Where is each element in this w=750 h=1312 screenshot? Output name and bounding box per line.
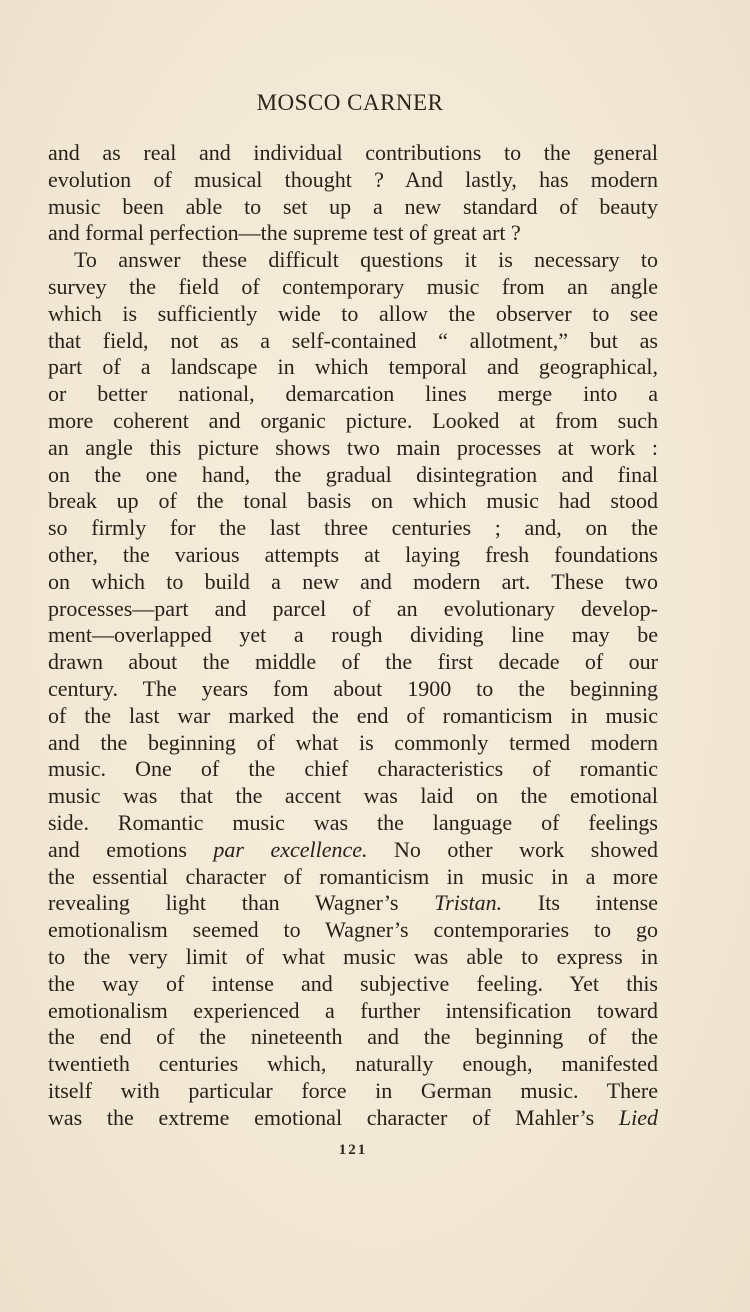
text-line: so firmly for the last three centuries ; and, on the	[48, 515, 658, 541]
text-line: music. One of the chief characteristics of romantic	[48, 756, 658, 782]
text-line: music was that the accent was laid on the emotional	[48, 783, 658, 809]
text-line: emotionalism seemed to Wagner’s contemporaries to go	[48, 917, 658, 943]
text-line: ment—overlapped yet a rough dividing line may be	[48, 622, 658, 648]
text-line: processes—part and parcel of an evolutionary develop-	[48, 595, 658, 621]
text-line: evolution of musical thought ? And lastly, has modern	[48, 166, 658, 192]
text-line: emotionalism experienced a further intensification toward	[48, 997, 658, 1023]
text-line: the end of the nineteenth and the beginning of the	[48, 1024, 658, 1050]
text-line: an angle this picture shows two main processes at work :	[48, 434, 658, 460]
text-line: that field, not as a self-contained “ allotment,” but as	[48, 327, 658, 353]
italic-phrase: par excellence.	[213, 836, 368, 862]
text-line: and as real and individual contributions to the general	[48, 140, 658, 165]
text-line: music been able to set up a new standard of beauty	[48, 193, 658, 219]
text-segment: No other work showed	[394, 836, 658, 862]
text-segment: and emotions	[48, 836, 187, 862]
text-line: survey the field of contemporary music from an angle	[48, 273, 658, 299]
text-line: and the beginning of what is commonly termed modern	[48, 729, 658, 755]
text-line: and formal perfection—the supreme test of great art ?	[48, 220, 521, 246]
text-line: break up of the tonal basis on which music had stood	[48, 488, 658, 514]
paragraph-start-line: To answer these difficult questions it is necessary to	[74, 247, 658, 273]
italic-title: Tristan.	[434, 890, 503, 916]
text-line	[48, 837, 658, 864]
text-segment: Its intense	[537, 890, 658, 916]
text-line: twentieth centuries which, naturally enough, manifested	[48, 1051, 658, 1077]
text-line: more coherent and organic picture. Looked at from such	[48, 407, 658, 433]
text-line: other, the various attempts at laying fresh foundations	[48, 541, 658, 567]
text-line: side. Romantic music was the language of feelings	[48, 809, 658, 835]
text-line: itself with particular force in German music. There	[48, 1077, 658, 1103]
running-header: MOSCO CARNER	[256, 90, 444, 115]
italic-title: Lied	[618, 1104, 658, 1130]
text-line: on the one hand, the gradual disintegration and final	[48, 461, 658, 487]
text-line: to the very limit of what music was able to express in	[48, 943, 658, 969]
text-line	[48, 1105, 658, 1132]
text-line: the way of intense and subjective feeling. Yet this	[48, 970, 658, 996]
text-line: part of a landscape in which temporal and geographical,	[48, 354, 658, 380]
text-segment: was the extreme emotional character of Mahler’s	[48, 1104, 595, 1130]
text-line	[48, 890, 658, 917]
text-line: of the last war marked the end of romanticism in music	[48, 702, 658, 728]
text-segment: revealing light than Wagner’s	[48, 890, 399, 916]
body-text	[48, 140, 658, 1131]
page-number: 121	[338, 1142, 368, 1158]
text-line: on which to build a new and modern art. These two	[48, 568, 658, 594]
text-line: which is sufficiently wide to allow the observer to see	[48, 300, 658, 326]
text-line: drawn about the middle of the first decade of our	[48, 649, 658, 675]
text-line: century. The years fom about 1900 to the beginning	[48, 675, 658, 701]
text-line: or better national, demarcation lines merge into a	[48, 381, 658, 407]
text-line: the essential character of romanticism in music in a more	[48, 863, 658, 889]
